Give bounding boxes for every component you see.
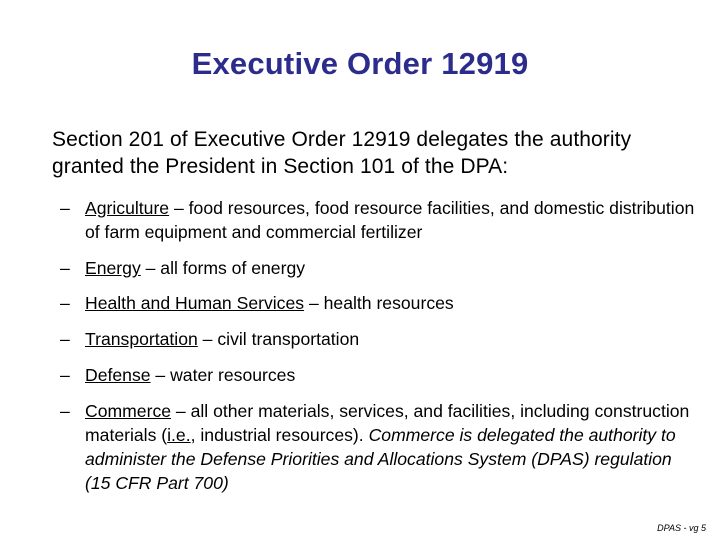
agency-name: Commerce: [85, 401, 172, 421]
agency-description: – all forms of energy: [140, 258, 306, 278]
list-item-text: [85, 256, 695, 280]
agency-description: – food resources, food resource facilities, and domestic distribution of farm equipment and commercial fertilizer: [85, 198, 695, 242]
agency-description-cont: , industrial resources).: [190, 425, 369, 445]
page-title: Executive Order 12919: [191, 46, 529, 81]
agency-description: – civil transportation: [197, 329, 360, 349]
agency-name: Energy: [85, 258, 141, 278]
dash: –: [60, 365, 70, 385]
dpas-note: Commerce is delegated the authority to administer the Defense Priorities and Allocations System (DPAS) regulation (15 CFR Part 700): [85, 425, 676, 493]
agency-name: Defense: [85, 365, 151, 385]
ie-abbrev: i.e.: [167, 425, 191, 445]
agency-name: Transportation: [85, 329, 198, 349]
dash: –: [60, 401, 70, 421]
list-item-text: [85, 327, 695, 351]
footer-slide-id: DPAS - vg 5: [657, 523, 706, 533]
dash: –: [60, 198, 70, 218]
agency-description: – all other materials, services, and facilities, including construction materials (: [85, 401, 690, 445]
list-item-text: [85, 196, 695, 244]
list-item-text: [85, 363, 695, 387]
intro-paragraph: Section 201 of Executive Order 12919 delegates the authority granted the President in Section 101 of the DPA:: [52, 128, 632, 178]
list-item-text: [85, 291, 695, 315]
list-item-text: [85, 399, 695, 495]
agency-name: Health and Human Services: [85, 293, 305, 313]
agency-description: – health resources: [304, 293, 454, 313]
agency-description: – water resources: [150, 365, 296, 385]
dash: –: [60, 329, 70, 349]
agency-name: Agriculture: [85, 198, 170, 218]
dash: –: [60, 293, 70, 313]
dash: –: [60, 258, 70, 278]
